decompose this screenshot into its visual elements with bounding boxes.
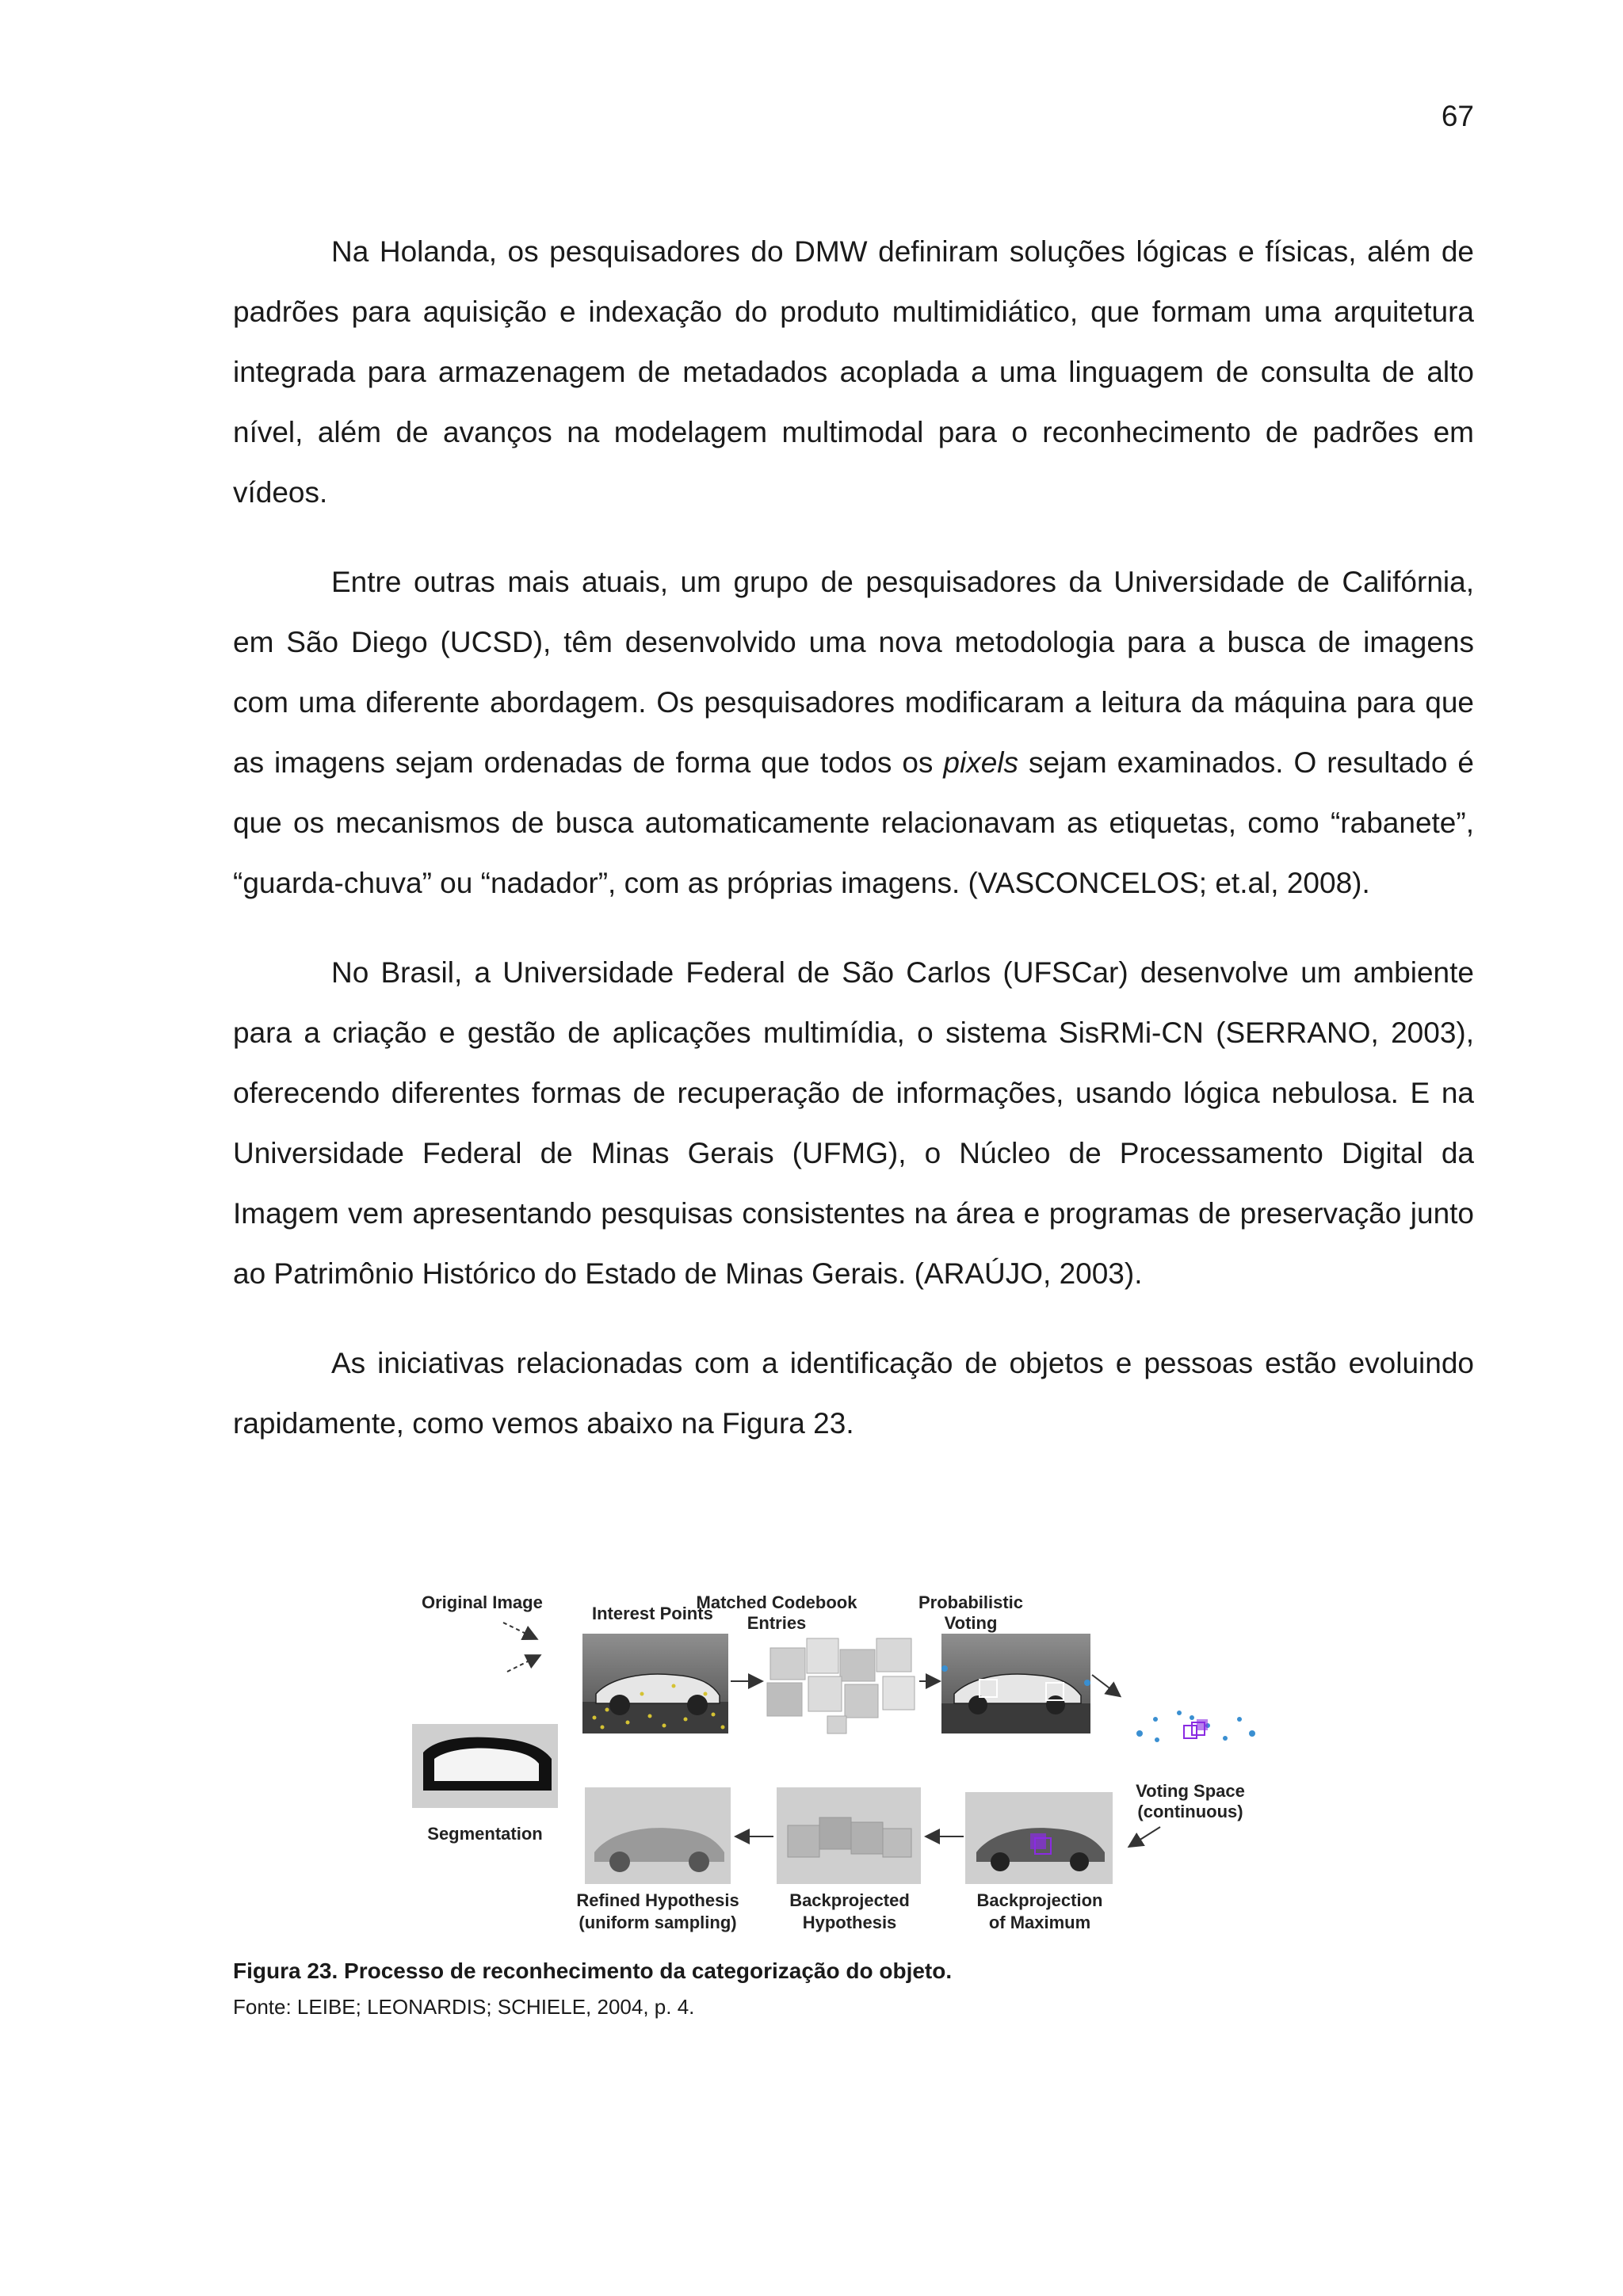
page-number: 67 [1441, 100, 1474, 132]
label-matched-codebook-2: Entries [747, 1613, 807, 1633]
paragraph-1: Na Holanda, os pesquisadores do DMW definiram soluções lógicas e físicas, além de padrões para aquisição e indexação do produto multimidiático, que formam uma arquitetura integrada para armazenagem de metadados acoplada a uma linguagem de consulta de alto nível, além de avanços na modelagem multimodal para o reconhecimento de padrões em vídeos. [233, 235, 1474, 509]
voting-space-plot [1136, 1711, 1255, 1742]
paragraph-2 [233, 552, 1474, 913]
label-voting-space-1: Voting Space [1136, 1781, 1245, 1801]
label-refined-hypothesis-2: (uniform sampling) [579, 1913, 737, 1932]
refined-hypothesis-image [585, 1787, 731, 1884]
label-backprojected-2: Hypothesis [802, 1913, 897, 1932]
arrow-voting-to-space [1092, 1675, 1119, 1695]
dashed-arrow-2 [507, 1656, 539, 1672]
label-segmentation: Segmentation [427, 1824, 543, 1844]
arrow-space-to-backprojection [1130, 1827, 1160, 1846]
figure-caption: Figura 23. Processo de reconhecimento da categorização do objeto. [233, 1958, 953, 1983]
interest-points-image [582, 1634, 728, 1733]
dashed-arrow-1 [503, 1623, 536, 1638]
segmentation-image [412, 1724, 558, 1808]
paragraph-3: No Brasil, a Universidade Federal de São Carlos (UFSCar) desenvolve um ambiente para a criação e gestão de aplicações multimídia, o sistema SisRMi-CN (SERRANO, 2003), oferecendo diferentes formas de recuperação de informações, usando lógica nebulosa. E na Universidade Federal de Minas Gerais (UFMG), o Núcleo de Processamento Digital da Imagem vem apresentando pesquisas consistentes na área e programas de preservação junto ao Patrimônio Histórico do Estado de Minas Gerais. (ARAÚJO, 2003). [233, 956, 1474, 1290]
label-probabilistic-voting-2: Voting [944, 1613, 998, 1633]
figure-23 [412, 1583, 1308, 1944]
matched-codebook-patches [767, 1638, 915, 1733]
label-matched-codebook-1: Matched Codebook [696, 1592, 857, 1612]
label-backprojection-maximum-2: of Maximum [988, 1913, 1091, 1932]
paragraph-2-text-b: sejam examinados. O resultado é que os mecanismos de busca automaticamente relacionavam as etiquetas, como “rabanete”, “guarda-chuva” ou “nadador”, com as próprias imagens. (VASCONCELOS; et.al, 2008). [233, 746, 1474, 899]
paragraph-4: As iniciativas relacionadas com a identificação de objetos e pessoas estão evoluindo rapidamente, como vemos abaixo na Figura 23. [233, 1347, 1474, 1440]
label-interest-points: Interest Points [592, 1604, 713, 1623]
label-original-image: Original Image [422, 1592, 543, 1612]
figure-source: Fonte: LEIBE; LEONARDIS; SCHIELE, 2004, p. 4. [233, 1995, 695, 2019]
backprojected-hypothesis-image [777, 1787, 921, 1884]
paragraph-2-italic: pixels [943, 746, 1019, 779]
label-voting-space-2: (continuous) [1137, 1802, 1243, 1821]
probabilistic-voting-image [941, 1634, 1090, 1733]
paragraph-2-text-a: Entre outras mais atuais, um grupo de pesquisadores da Universidade de Califórnia, em São Diego (UCSD), têm desenvolvido uma nova metodologia para a busca de imagens com uma diferente abordagem. Os pesquisadores modificaram a leitura da máquina para que as imagens sejam ordenadas de forma que todos os [233, 566, 1474, 779]
body-text [233, 222, 1474, 1483]
label-probabilistic-voting-1: Probabilistic [918, 1592, 1024, 1612]
label-backprojection-maximum-1: Backprojection [976, 1890, 1103, 1910]
label-backprojected-1: Backprojected [789, 1890, 910, 1910]
backprojection-maximum-image [965, 1792, 1113, 1884]
label-refined-hypothesis-1: Refined Hypothesis [576, 1890, 739, 1910]
recognition-process-diagram [412, 1583, 1308, 1944]
